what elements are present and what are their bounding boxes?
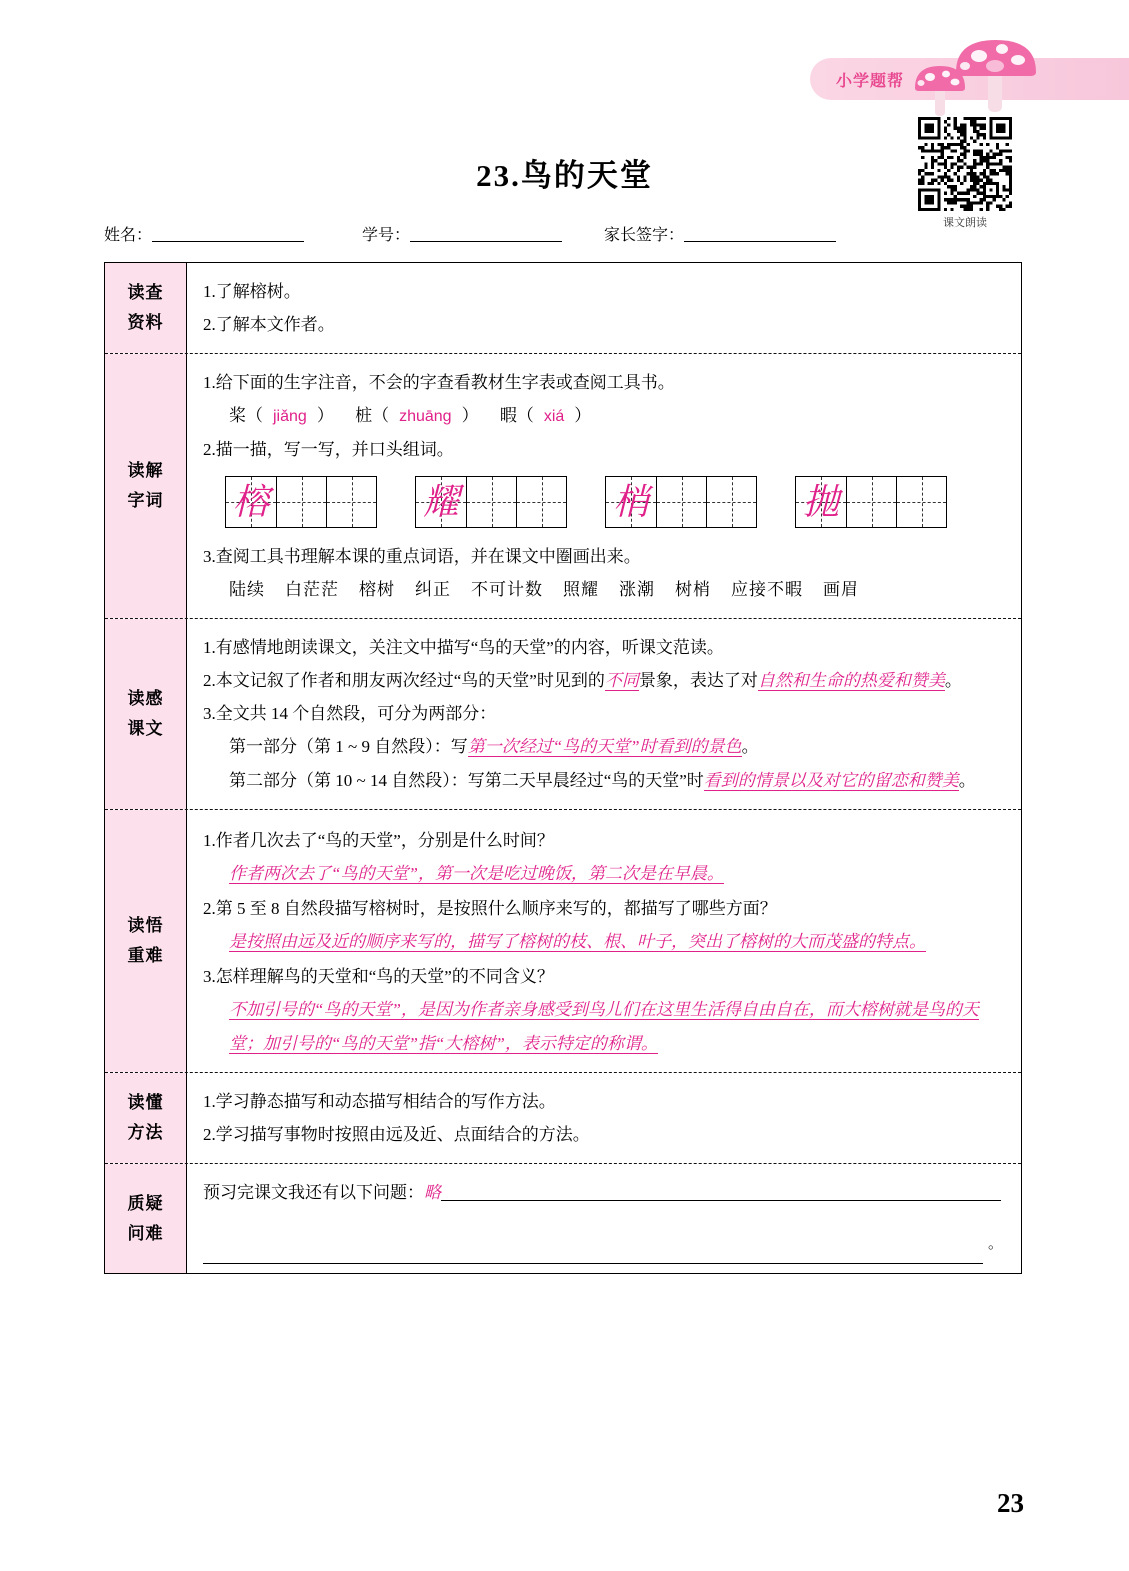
practice-character: 梢 (612, 481, 649, 522)
question-text: 1.有感情地朗读课文，关注文中描写“鸟的天堂”的内容，听课文范读。 (203, 638, 724, 658)
answer-text: 不加引号的“鸟的天堂”，是因为作者亲身感受到鸟儿们在这里生活得自由自在，而大榕树就是鸟的天堂；加引号的“鸟的天堂”指“大榕树”，表示特定的称谓。 (229, 1000, 979, 1053)
answer-text: 是按照由远及近的顺序来写的，描写了榕树的枝、根、叶子，突出了榕树的大而茂盛的特点。 (229, 932, 926, 952)
fill-in-sentence (203, 664, 1007, 697)
list-item: 1.了解榕树。 (203, 282, 301, 301)
identity-row (104, 222, 904, 246)
vocabulary-word: 涨潮 (619, 579, 655, 599)
student-id-label: 学号： (362, 227, 411, 244)
tianzige-grid[interactable] (415, 476, 567, 528)
question-text: 1.给下面的生字注音，不会的字查看教材生字表或查阅工具书。 (203, 373, 675, 393)
answer-blank[interactable] (203, 1247, 983, 1264)
answer-text[interactable]: 不同 (604, 671, 639, 691)
sentence-end: 。 (958, 770, 976, 790)
answer-blank[interactable] (441, 1184, 1001, 1201)
name-blank[interactable] (152, 226, 304, 242)
row-label-key-points (105, 810, 187, 1072)
row-label-comprehension (105, 619, 187, 809)
name-field[interactable] (104, 222, 304, 245)
answer-text[interactable]: 自然和生命的热爱和赞美 (757, 671, 945, 691)
vocabulary-word: 榕树 (359, 579, 395, 599)
table-row-vocabulary (105, 354, 1021, 619)
row-label-line2: 字词 (127, 491, 164, 511)
tianzige-cell (416, 477, 466, 527)
row-label-line2: 资料 (127, 313, 164, 333)
tianzige-cell (706, 477, 756, 527)
character-practice-grids (225, 476, 1007, 528)
page-title: 23.鸟的天堂 (476, 158, 653, 193)
tianzige-cell (466, 477, 516, 527)
question-text: 1.作者几次去了“鸟的天堂”，分别是什么时间？ (203, 830, 554, 850)
student-id-blank[interactable] (410, 226, 562, 242)
prompt-text: 预习完课文我还有以下问题： (203, 1183, 424, 1202)
row-label-line2: 重难 (127, 945, 164, 965)
vocabulary-word: 白茫茫 (285, 579, 339, 599)
row-body-questions (187, 1164, 1021, 1273)
tianzige-cell (516, 477, 566, 527)
table-row-questions (105, 1164, 1021, 1273)
row-label-line1: 读懂 (127, 1093, 164, 1113)
vocabulary-word: 树梢 (675, 579, 711, 599)
pinyin-answer[interactable]: xiá (543, 408, 565, 426)
parent-signature-label: 家长签字： (604, 227, 685, 244)
paren-open: （ (372, 406, 390, 426)
end-mark: 。 (987, 1235, 1003, 1252)
pinyin-char: 暇 (499, 406, 517, 426)
tianzige-grid[interactable] (795, 476, 947, 528)
tianzige-cell (606, 477, 656, 527)
question-text: 3.怎样理解鸟的天堂和“鸟的天堂”的不同含义？ (203, 967, 554, 987)
vocabulary-word: 照耀 (563, 579, 599, 599)
tianzige-grid[interactable] (225, 476, 377, 528)
qr-caption: 课文朗读 (943, 217, 987, 229)
pinyin-char: 桨 (229, 406, 246, 426)
paren-close: ） (316, 406, 334, 426)
tianzige-cell (326, 477, 376, 527)
answer-text[interactable]: 看到的情景以及对它的留恋和赞美 (703, 770, 959, 790)
answer-line[interactable] (203, 993, 1007, 1059)
row-body-key-points (187, 810, 1021, 1072)
paren-close: ） (574, 406, 592, 426)
table-row-comprehension (105, 619, 1021, 810)
vocabulary-word: 不可计数 (471, 579, 543, 599)
sentence-part: 第二部分（第 10 ~ 14 自然段）：写第二天早晨经过“鸟的天堂”时 (229, 770, 704, 790)
vocabulary-word: 画眉 (823, 579, 859, 599)
question-text: 3.全文共 14 个自然段，可分为两部分： (203, 704, 497, 724)
pinyin-char: 桩 (355, 406, 373, 426)
row-label-vocabulary (105, 354, 187, 618)
parent-signature-field[interactable] (604, 222, 836, 245)
table-row-methods (105, 1073, 1021, 1164)
row-label-line2: 课文 (127, 718, 164, 738)
tianzige-cell (656, 477, 706, 527)
list-item: 1.学习静态描写和动态描写相结合的写作方法。 (203, 1091, 556, 1111)
tianzige-cell (276, 477, 326, 527)
sentence-end: 。 (944, 671, 962, 691)
row-body-comprehension (187, 619, 1021, 809)
row-label-questions (105, 1164, 187, 1273)
question-text: 2.描一描，写一写，并口头组词。 (203, 439, 454, 459)
tianzige-grid[interactable] (605, 476, 757, 528)
answer-line[interactable] (203, 925, 1007, 958)
row-body-methods (187, 1073, 1021, 1163)
pinyin-answer[interactable]: zhuāng (399, 408, 452, 426)
pinyin-item (229, 406, 338, 425)
brand-badge: 小学题帮 (836, 73, 905, 90)
question-prompt-line (203, 1176, 1007, 1209)
practice-character: 耀 (422, 481, 459, 522)
fill-in-sentence (203, 730, 1007, 763)
vocabulary-word: 陆续 (229, 579, 265, 599)
tianzige-cell (226, 477, 276, 527)
tianzige-cell (846, 477, 896, 527)
row-body-read-research (187, 263, 1021, 353)
table-row-read-research (105, 263, 1021, 354)
row-label-line2: 问难 (127, 1223, 164, 1243)
sentence-part: 景象，表达了对 (638, 671, 758, 691)
question-text: 3.查阅工具书理解本课的重点词语，并在课文中圈画出来。 (203, 546, 641, 566)
pinyin-answer[interactable]: jiǎng (273, 408, 307, 426)
list-item: 2.学习描写事物时按照由远及近、点面结合的方法。 (203, 1124, 590, 1144)
row-label-line1: 读解 (127, 461, 164, 481)
vocabulary-word: 应接不暇 (731, 579, 803, 599)
answer-text[interactable]: 略 (424, 1183, 441, 1202)
worksheet-table (104, 262, 1022, 1274)
sentence-part: 2.本文记叙了作者和朋友两次经过“鸟的天堂”时见到的 (203, 671, 605, 691)
answer-blank-row (203, 1235, 1007, 1261)
list-item: 2.了解本文作者。 (203, 315, 335, 335)
vocabulary-word: 纠正 (415, 579, 451, 599)
tianzige-cell (896, 477, 946, 527)
page-number: 23 (997, 1488, 1024, 1518)
parent-signature-blank[interactable] (684, 226, 836, 242)
fill-in-sentence (203, 764, 1007, 797)
paren-open: （ (516, 406, 534, 426)
student-id-field[interactable] (362, 222, 562, 245)
answer-text[interactable]: 第一次经过“鸟的天堂”时看到的景色 (467, 737, 742, 757)
practice-character: 榕 (232, 481, 269, 522)
answer-line[interactable] (203, 857, 1007, 890)
name-label: 姓名： (104, 227, 153, 244)
row-label-line1: 读悟 (127, 915, 164, 935)
row-label-line1: 读感 (127, 689, 164, 709)
sentence-part: 第一部分（第 1 ~ 9 自然段）：写 (229, 737, 468, 757)
row-label-methods (105, 1073, 187, 1163)
sentence-end: 。 (741, 737, 759, 757)
row-body-vocabulary (187, 354, 1021, 618)
practice-character: 抛 (802, 481, 839, 522)
row-label-read-research (105, 263, 187, 353)
question-text: 2.第 5 至 8 自然段描写榕树时，是按照什么顺序来写的，都描写了哪些方面？ (203, 899, 777, 919)
answer-text: 作者两次去了“鸟的天堂”，第一次是吃过晚饭，第二次是在早晨。 (229, 863, 724, 883)
mushroom-small-icon (912, 62, 970, 116)
pinyin-item (355, 406, 483, 425)
paren-close: ） (461, 406, 479, 426)
paren-open: （ (246, 406, 263, 426)
tianzige-cell (796, 477, 846, 527)
row-label-line1: 质疑 (127, 1193, 164, 1213)
pinyin-exercise (203, 399, 1007, 432)
row-label-line2: 方法 (127, 1122, 164, 1142)
row-label-line1: 读查 (127, 283, 164, 303)
pinyin-item (500, 406, 591, 425)
vocabulary-list (203, 573, 1007, 606)
table-row-key-points (105, 810, 1021, 1073)
